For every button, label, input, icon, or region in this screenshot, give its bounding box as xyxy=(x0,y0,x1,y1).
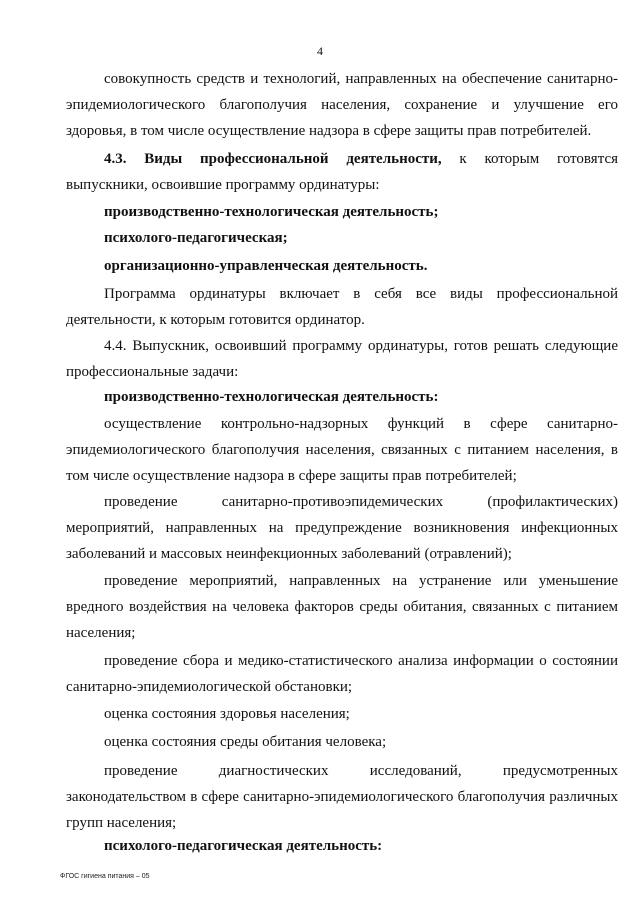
page-number: 4 xyxy=(317,44,323,58)
task-anti-epidemic: проведение санитарно-противоэпидемических (профилактических) мероприятий, направленных на предупреждение возникновения инфекционных заболеваний и массовых неинфекционных заболеваний (отравлений); xyxy=(66,494,618,562)
task-diagnostics: проведение диагностических исследований, предусмотренных законодательством в сфере санитарно-эпидемиологического благополучия различных групп населения; xyxy=(66,763,618,831)
section-4-3 xyxy=(66,146,618,198)
subheading-production: производственно-технологическая деятельность: xyxy=(104,389,439,405)
task-harm-reduction: проведение мероприятий, направленных на устранение или уменьшение вредного воздействия на человека факторов среды обитания, связанных с питанием населения; xyxy=(66,573,618,641)
task-environment-assessment: оценка состояния среды обитания человека; xyxy=(104,734,387,750)
activity-type-production: производственно-технологическая деятельность; xyxy=(104,204,439,220)
page-footer: ФГОС гигиена питания – 05 xyxy=(60,873,150,880)
section-4-3-heading: 4.3. Виды профессиональной деятельности, xyxy=(104,151,442,167)
task-health-assessment: оценка состояния здоровья населения; xyxy=(104,706,350,722)
activity-type-management: организационно-управленческая деятельность. xyxy=(104,258,428,274)
task-statistics: проведение сбора и медико-статистического анализа информации о состоянии санитарно-эпидемиологической обстановки; xyxy=(66,653,618,695)
paragraph-program: Программа ординатуры включает в себя все виды профессиональной деятельности, к которым готовится ординатор. xyxy=(66,286,618,328)
task-control-supervision: осуществление контрольно-надзорных функций в сфере санитарно-эпидемиологического благополучия населения, связанных с питанием населения, в том числе осуществление надзора в сфере защиты прав потребителей; xyxy=(66,416,618,484)
section-4-3-text: к которым готовятся выпускники, освоившие программу ординатуры: xyxy=(66,151,618,193)
section-4-4: 4.4. Выпускник, освоивший программу ординатуры, готов решать следующие профессиональные задачи: xyxy=(66,338,618,380)
activity-type-pedagogical: психолого-педагогическая; xyxy=(104,230,288,246)
subheading-pedagogical: психолого-педагогическая деятельность: xyxy=(104,838,383,854)
paragraph-definition: совокупность средств и технологий, направленных на обеспечение санитарно-эпидемиологического благополучия населения, сохранение и улучшение его здоровья, в том числе осуществление надзора в сфере защиты прав потребителей. xyxy=(66,71,618,139)
